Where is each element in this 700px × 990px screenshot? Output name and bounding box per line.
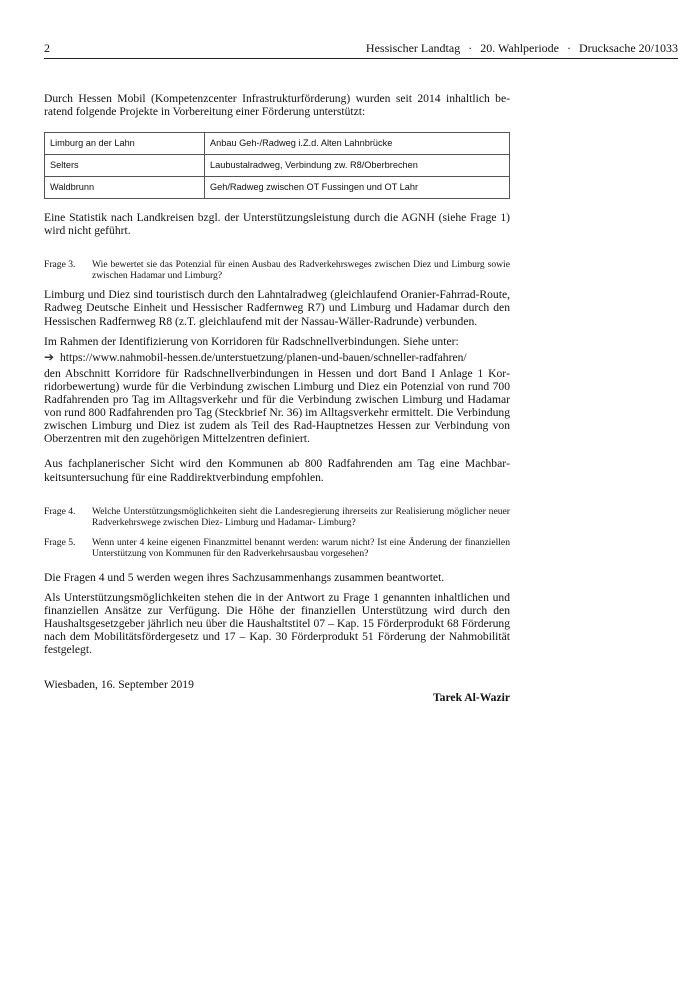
- header-separator: ·: [468, 41, 473, 55]
- table-cell-project: Geh/Radweg zwischen OT Fussingen und OT Lahr: [205, 177, 510, 199]
- header-doc-ref: Drucksache 20/1033: [579, 41, 678, 55]
- header-right: [366, 41, 678, 56]
- table-cell-place: Selters: [45, 155, 205, 177]
- reference-link-row: [44, 351, 510, 364]
- question-label: Frage 3.: [44, 259, 76, 271]
- question-3: [44, 259, 510, 281]
- answer-3-paragraph-3: den Abschnitt Korridore für Radschnellverbindungen in Hessen und dort Band I Anlage 1 Korridorbewertung) wurde für die Verbindung zwischen Limburg und Diez ein Potenzial von rund 700 Radfahrenden pro Tag im Alltagsverkehr und für die Verbindung zwischen Limburg und Hadamar von rund 800 Radfahrenden pro Tag (Steckbrief Nr. 36) im Alltagsverkehr ermittelt. Die Verbindung zwischen Limburg und Diez ist zudem als Teil des Rad-Hauptnetzes Hessen zur Verbindung von Oberzentren mit den zugehörigen Mittelzentren definiert.: [44, 366, 510, 446]
- header-period: 20. Wahlperiode: [480, 41, 560, 55]
- signature-name: Tarek Al-Wazir: [433, 691, 510, 705]
- header-publisher: Hessischer Landtag: [365, 41, 461, 55]
- statistic-paragraph: Eine Statistik nach Landkreisen bzgl. der Unterstützungsleistung durch die AGNH (siehe Frage 1) wird nicht geführt.: [44, 211, 510, 238]
- reference-link[interactable]: https://www.nahmobil-hessen.de/unterstuetzung/planen-und-bauen/schneller-radfahren/: [60, 350, 467, 364]
- answer-4-5-paragraph-2: Als Unterstützungsmöglichkeiten stehen die in der Antwort zu Frage 1 genannten inhaltlichen und finanziellen Ansätze zur Verfügung. Die Höhe der finanziellen Unterstützung wird durch den Haushaltsgesetzgeber jährlich neu über die Haushaltstitel 07 – Kap. 15 Förderprodukt 68 Förderung nach dem Mobilitätsfördergesetz und 17 – Kap. 30 Förderprodukt 51 Förderung der Nahmobilität festgelegt.: [44, 590, 510, 657]
- question-label: Frage 4.: [44, 505, 76, 517]
- table-cell-project: Anbau Geh-/Radweg i.Z.d. Alten Lahnbrücke: [205, 133, 510, 155]
- page-header: [44, 41, 678, 59]
- table-row: [45, 133, 510, 155]
- question-text: Wie bewertet sie das Potenzial für einen Ausbau des Radverkehrsweges zwischen Diez und Limburg sowie zwischen Hadamar und Limburg?: [92, 259, 510, 282]
- table-cell-place: Limburg an der Lahn: [45, 133, 205, 155]
- table-row: [45, 177, 510, 199]
- table-row: [45, 155, 510, 177]
- question-4: [44, 506, 510, 528]
- header-separator: ·: [567, 41, 572, 55]
- signature-place-date: Wiesbaden, 16. September 2019: [44, 678, 194, 692]
- question-label: Frage 5.: [44, 536, 76, 548]
- table-cell-project: Laubustalradweg, Verbindung zw. R8/Oberbrechen: [205, 155, 510, 177]
- answer-4-5-paragraph-1: Die Fragen 4 und 5 werden wegen ihres Sachzusammenhangs zusammen beantwortet.: [44, 570, 445, 584]
- signature-block: [44, 678, 510, 704]
- question-5: [44, 537, 510, 559]
- answer-3-paragraph-1: Limburg und Diez sind touristisch durch den Lahntalradweg (gleichlaufend Oranier-Fahrrad-Route, Radweg Deutsche Einheit und Hessischer Radfernweg R7) und Limburg und Hadamar durch den Hessischen Radfernweg R8 (z.T. gleichlaufend mit der Nassau-Wäller-Radrunde) verbunden.: [44, 288, 510, 328]
- document-body: [44, 92, 510, 704]
- arrow-right-icon: ➔: [44, 349, 55, 364]
- table-cell-place: Waldbrunn: [45, 177, 205, 199]
- projects-table: [44, 132, 510, 199]
- page-number: 2: [44, 41, 50, 55]
- intro-paragraph: Durch Hessen Mobil (Kompetenzcenter Infrastrukturförderung) wurden seit 2014 inhaltlich beratend folgende Projekte in Vorbereitung einer Förderung unterstützt:: [44, 92, 510, 119]
- question-text: Welche Unterstützungsmöglichkeiten sieht die Landesregierung ihrerseits zur Realisierung möglicher neuer Radverkehrswege zwischen Diez- Limburg und Hadamar- Limburg?: [92, 505, 510, 528]
- answer-3-paragraph-4: Aus fachplanerischer Sicht wird den Kommunen ab 800 Radfahrenden am Tag eine Machbarkeitsuntersuchung für eine Raddirektverbindung empfohlen.: [44, 457, 510, 484]
- answer-3-paragraph-2: Im Rahmen der Identifizierung von Korridoren für Radschnellverbindungen. Siehe unter:: [44, 334, 459, 348]
- question-text: Wenn unter 4 keine eigenen Finanzmittel benannt werden: warum nicht? Ist eine Änderung der finanziellen Unterstützung von Kommunen für den Radverkehrsausbau vorgesehen?: [92, 536, 510, 559]
